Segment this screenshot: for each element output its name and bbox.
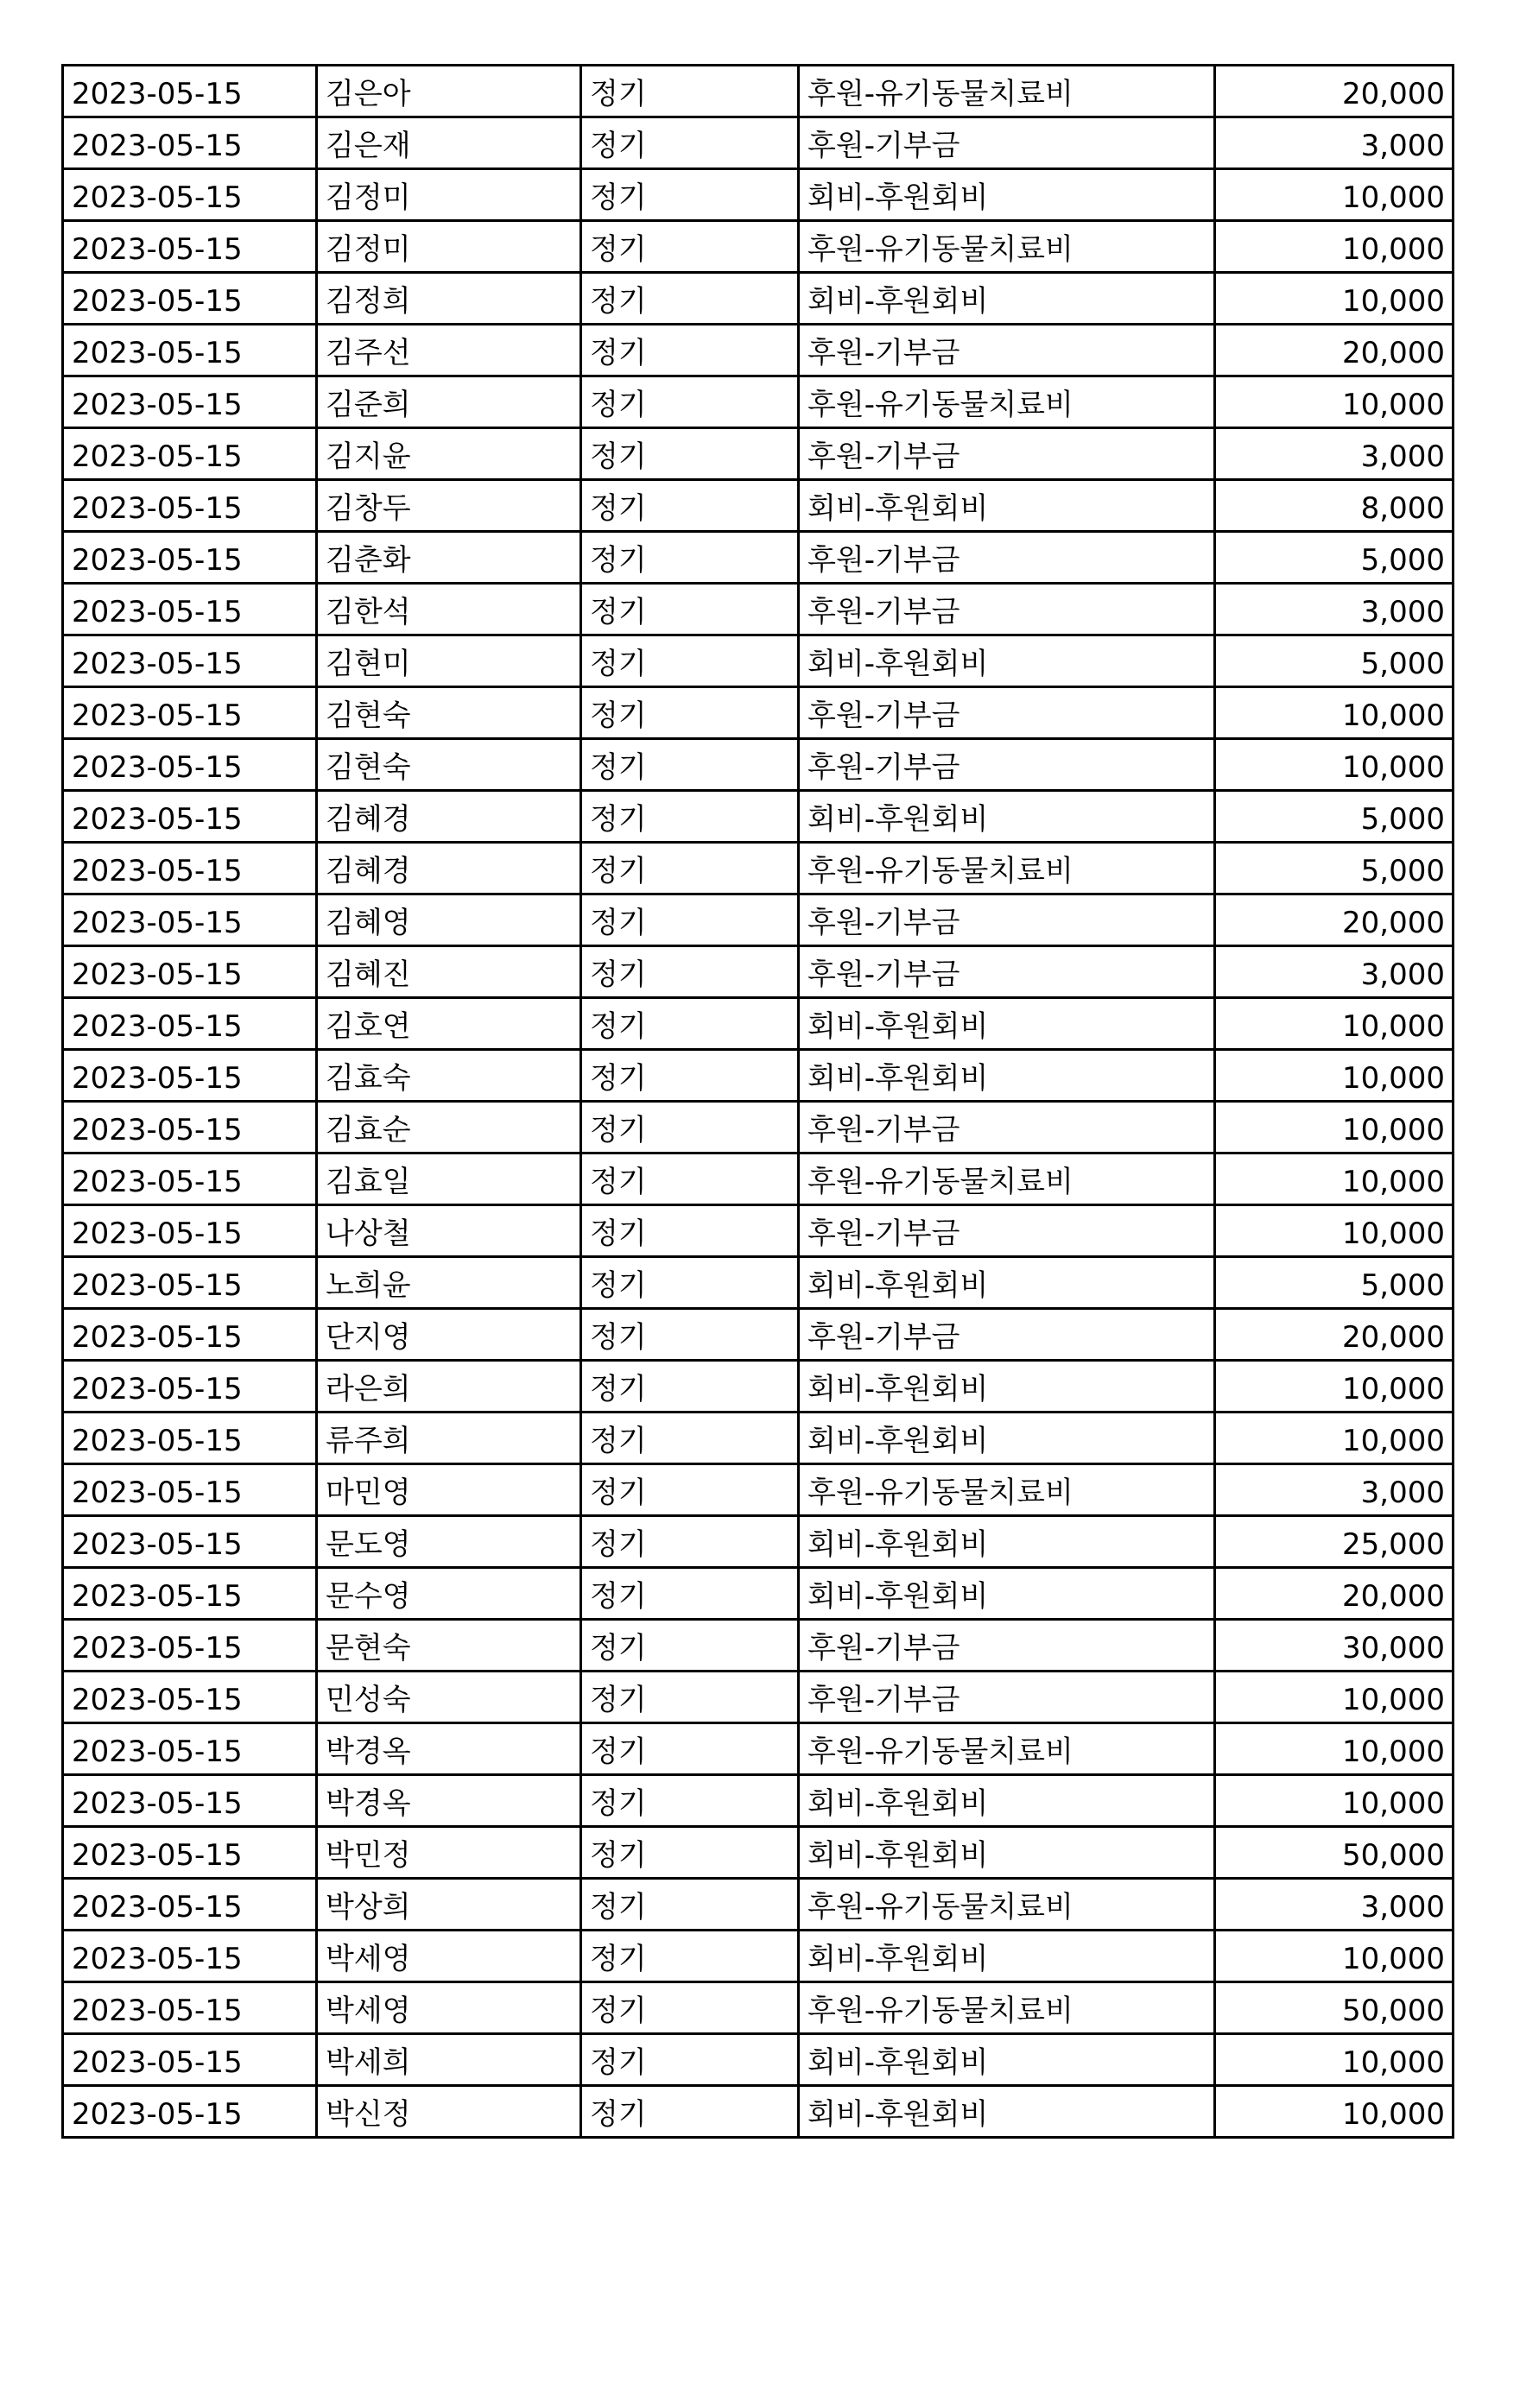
cell-date: 2023-05-15 bbox=[63, 1102, 317, 1153]
table-row bbox=[63, 221, 1454, 273]
cell-amount: 3,000 bbox=[1215, 117, 1454, 169]
cell-amount: 10,000 bbox=[1215, 1775, 1454, 1827]
cell-amount: 20,000 bbox=[1215, 325, 1454, 376]
cell-donation-type: 정기 bbox=[581, 1568, 799, 1620]
cell-donation-type: 정기 bbox=[581, 584, 799, 635]
cell-category: 회비-후원회비 bbox=[799, 1931, 1215, 1982]
cell-amount: 3,000 bbox=[1215, 1879, 1454, 1931]
cell-donor-name: 김춘화 bbox=[317, 532, 581, 584]
cell-category: 후원-기부금 bbox=[799, 532, 1215, 584]
table-row bbox=[63, 532, 1454, 584]
cell-donor-name: 김주선 bbox=[317, 325, 581, 376]
cell-donation-type: 정기 bbox=[581, 1050, 799, 1102]
cell-date: 2023-05-15 bbox=[63, 739, 317, 791]
cell-amount: 10,000 bbox=[1215, 739, 1454, 791]
cell-donation-type: 정기 bbox=[581, 2086, 799, 2138]
cell-date: 2023-05-15 bbox=[63, 635, 317, 687]
cell-amount: 5,000 bbox=[1215, 532, 1454, 584]
table-row bbox=[63, 1879, 1454, 1931]
cell-date: 2023-05-15 bbox=[63, 1361, 317, 1413]
cell-donation-type: 정기 bbox=[581, 117, 799, 169]
cell-donor-name: 김은재 bbox=[317, 117, 581, 169]
cell-amount: 3,000 bbox=[1215, 1464, 1454, 1516]
cell-amount: 20,000 bbox=[1215, 1309, 1454, 1361]
cell-category: 후원-기부금 bbox=[799, 1620, 1215, 1672]
cell-donation-type: 정기 bbox=[581, 1102, 799, 1153]
table-row bbox=[63, 1620, 1454, 1672]
cell-donor-name: 라은희 bbox=[317, 1361, 581, 1413]
table-row bbox=[63, 428, 1454, 480]
cell-date: 2023-05-15 bbox=[63, 1672, 317, 1723]
table-row bbox=[63, 1982, 1454, 2034]
cell-date: 2023-05-15 bbox=[63, 1153, 317, 1205]
cell-donation-type: 정기 bbox=[581, 739, 799, 791]
cell-donor-name: 김창두 bbox=[317, 480, 581, 532]
table-row bbox=[63, 843, 1454, 894]
cell-donation-type: 정기 bbox=[581, 1982, 799, 2034]
cell-donor-name: 김호연 bbox=[317, 998, 581, 1050]
cell-category: 후원-기부금 bbox=[799, 739, 1215, 791]
table-row bbox=[63, 791, 1454, 843]
cell-donor-name: 문수영 bbox=[317, 1568, 581, 1620]
cell-date: 2023-05-15 bbox=[63, 946, 317, 998]
cell-amount: 5,000 bbox=[1215, 1257, 1454, 1309]
cell-category: 후원-유기동물치료비 bbox=[799, 843, 1215, 894]
cell-category: 후원-기부금 bbox=[799, 428, 1215, 480]
cell-amount: 20,000 bbox=[1215, 66, 1454, 117]
cell-donor-name: 문도영 bbox=[317, 1516, 581, 1568]
table-row bbox=[63, 894, 1454, 946]
cell-date: 2023-05-15 bbox=[63, 117, 317, 169]
cell-donation-type: 정기 bbox=[581, 1309, 799, 1361]
cell-donation-type: 정기 bbox=[581, 1827, 799, 1879]
cell-date: 2023-05-15 bbox=[63, 1723, 317, 1775]
table-row bbox=[63, 66, 1454, 117]
donation-ledger-table bbox=[61, 64, 1454, 2139]
cell-category: 후원-유기동물치료비 bbox=[799, 1153, 1215, 1205]
table-row bbox=[63, 1672, 1454, 1723]
cell-donation-type: 정기 bbox=[581, 532, 799, 584]
cell-date: 2023-05-15 bbox=[63, 273, 317, 325]
table-row bbox=[63, 998, 1454, 1050]
cell-category: 후원-기부금 bbox=[799, 687, 1215, 739]
cell-category: 회비-후원회비 bbox=[799, 1361, 1215, 1413]
cell-donation-type: 정기 bbox=[581, 221, 799, 273]
table-row bbox=[63, 2034, 1454, 2086]
cell-amount: 5,000 bbox=[1215, 791, 1454, 843]
cell-date: 2023-05-15 bbox=[63, 791, 317, 843]
cell-amount: 3,000 bbox=[1215, 584, 1454, 635]
cell-donation-type: 정기 bbox=[581, 894, 799, 946]
cell-category: 후원-기부금 bbox=[799, 946, 1215, 998]
cell-category: 후원-유기동물치료비 bbox=[799, 1723, 1215, 1775]
cell-donor-name: 김정미 bbox=[317, 221, 581, 273]
cell-date: 2023-05-15 bbox=[63, 532, 317, 584]
cell-date: 2023-05-15 bbox=[63, 376, 317, 428]
cell-donation-type: 정기 bbox=[581, 1723, 799, 1775]
cell-date: 2023-05-15 bbox=[63, 998, 317, 1050]
cell-amount: 10,000 bbox=[1215, 1931, 1454, 1982]
cell-donor-name: 김효순 bbox=[317, 1102, 581, 1153]
cell-amount: 10,000 bbox=[1215, 2086, 1454, 2138]
cell-donation-type: 정기 bbox=[581, 1413, 799, 1464]
cell-date: 2023-05-15 bbox=[63, 843, 317, 894]
cell-date: 2023-05-15 bbox=[63, 1257, 317, 1309]
cell-category: 회비-후원회비 bbox=[799, 1568, 1215, 1620]
cell-category: 회비-후원회비 bbox=[799, 1827, 1215, 1879]
cell-date: 2023-05-15 bbox=[63, 1050, 317, 1102]
ledger-body bbox=[63, 66, 1454, 2138]
cell-donation-type: 정기 bbox=[581, 325, 799, 376]
cell-donor-name: 박세희 bbox=[317, 2034, 581, 2086]
cell-donation-type: 정기 bbox=[581, 169, 799, 221]
cell-amount: 10,000 bbox=[1215, 1723, 1454, 1775]
table-row bbox=[63, 1413, 1454, 1464]
table-row bbox=[63, 273, 1454, 325]
cell-date: 2023-05-15 bbox=[63, 1568, 317, 1620]
cell-donor-name: 김은아 bbox=[317, 66, 581, 117]
table-row bbox=[63, 739, 1454, 791]
cell-donation-type: 정기 bbox=[581, 843, 799, 894]
cell-amount: 50,000 bbox=[1215, 1982, 1454, 2034]
cell-category: 후원-유기동물치료비 bbox=[799, 221, 1215, 273]
table-row bbox=[63, 117, 1454, 169]
table-row bbox=[63, 325, 1454, 376]
cell-date: 2023-05-15 bbox=[63, 1205, 317, 1257]
cell-amount: 20,000 bbox=[1215, 1568, 1454, 1620]
table-row bbox=[63, 480, 1454, 532]
cell-category: 회비-후원회비 bbox=[799, 1775, 1215, 1827]
cell-donor-name: 김혜영 bbox=[317, 894, 581, 946]
cell-category: 후원-기부금 bbox=[799, 894, 1215, 946]
cell-date: 2023-05-15 bbox=[63, 1309, 317, 1361]
table-row bbox=[63, 1102, 1454, 1153]
table-row bbox=[63, 1568, 1454, 1620]
cell-category: 후원-기부금 bbox=[799, 1102, 1215, 1153]
table-row bbox=[63, 1309, 1454, 1361]
cell-date: 2023-05-15 bbox=[63, 2086, 317, 2138]
table-row bbox=[63, 169, 1454, 221]
cell-date: 2023-05-15 bbox=[63, 687, 317, 739]
cell-category: 후원-기부금 bbox=[799, 584, 1215, 635]
cell-category: 후원-기부금 bbox=[799, 117, 1215, 169]
cell-donation-type: 정기 bbox=[581, 273, 799, 325]
cell-donation-type: 정기 bbox=[581, 2034, 799, 2086]
cell-donor-name: 김현숙 bbox=[317, 687, 581, 739]
table-row bbox=[63, 1205, 1454, 1257]
cell-date: 2023-05-15 bbox=[63, 1464, 317, 1516]
cell-date: 2023-05-15 bbox=[63, 1931, 317, 1982]
cell-date: 2023-05-15 bbox=[63, 1879, 317, 1931]
cell-date: 2023-05-15 bbox=[63, 325, 317, 376]
table-row bbox=[63, 2086, 1454, 2138]
cell-date: 2023-05-15 bbox=[63, 1413, 317, 1464]
cell-donation-type: 정기 bbox=[581, 1205, 799, 1257]
cell-donor-name: 박민정 bbox=[317, 1827, 581, 1879]
cell-donor-name: 문현숙 bbox=[317, 1620, 581, 1672]
cell-donation-type: 정기 bbox=[581, 1672, 799, 1723]
cell-date: 2023-05-15 bbox=[63, 2034, 317, 2086]
cell-amount: 3,000 bbox=[1215, 946, 1454, 998]
cell-donor-name: 박세영 bbox=[317, 1982, 581, 2034]
cell-category: 후원-기부금 bbox=[799, 1309, 1215, 1361]
cell-category: 회비-후원회비 bbox=[799, 791, 1215, 843]
cell-category: 회비-후원회비 bbox=[799, 169, 1215, 221]
cell-donation-type: 정기 bbox=[581, 1931, 799, 1982]
cell-donor-name: 박세영 bbox=[317, 1931, 581, 1982]
cell-donation-type: 정기 bbox=[581, 635, 799, 687]
table-row bbox=[63, 1723, 1454, 1775]
cell-category: 회비-후원회비 bbox=[799, 998, 1215, 1050]
cell-amount: 10,000 bbox=[1215, 2034, 1454, 2086]
cell-category: 후원-기부금 bbox=[799, 1672, 1215, 1723]
cell-date: 2023-05-15 bbox=[63, 1620, 317, 1672]
table-row bbox=[63, 946, 1454, 998]
table-row bbox=[63, 376, 1454, 428]
cell-donor-name: 김지윤 bbox=[317, 428, 581, 480]
cell-category: 후원-유기동물치료비 bbox=[799, 1879, 1215, 1931]
cell-amount: 10,000 bbox=[1215, 1050, 1454, 1102]
cell-category: 후원-유기동물치료비 bbox=[799, 376, 1215, 428]
cell-donor-name: 김준희 bbox=[317, 376, 581, 428]
cell-amount: 20,000 bbox=[1215, 894, 1454, 946]
cell-category: 회비-후원회비 bbox=[799, 2086, 1215, 2138]
cell-amount: 10,000 bbox=[1215, 1413, 1454, 1464]
cell-donor-name: 김현숙 bbox=[317, 739, 581, 791]
cell-donation-type: 정기 bbox=[581, 998, 799, 1050]
cell-date: 2023-05-15 bbox=[63, 428, 317, 480]
cell-donation-type: 정기 bbox=[581, 946, 799, 998]
table-row bbox=[63, 584, 1454, 635]
cell-amount: 10,000 bbox=[1215, 376, 1454, 428]
table-row bbox=[63, 1827, 1454, 1879]
cell-donor-name: 김효숙 bbox=[317, 1050, 581, 1102]
cell-category: 후원-유기동물치료비 bbox=[799, 1464, 1215, 1516]
cell-amount: 5,000 bbox=[1215, 635, 1454, 687]
cell-amount: 10,000 bbox=[1215, 273, 1454, 325]
cell-category: 회비-후원회비 bbox=[799, 273, 1215, 325]
cell-donor-name: 김현미 bbox=[317, 635, 581, 687]
cell-amount: 10,000 bbox=[1215, 1205, 1454, 1257]
cell-donor-name: 민성숙 bbox=[317, 1672, 581, 1723]
table-row bbox=[63, 635, 1454, 687]
cell-amount: 10,000 bbox=[1215, 1102, 1454, 1153]
cell-donor-name: 김한석 bbox=[317, 584, 581, 635]
cell-donor-name: 김혜경 bbox=[317, 791, 581, 843]
cell-category: 회비-후원회비 bbox=[799, 1413, 1215, 1464]
cell-date: 2023-05-15 bbox=[63, 1775, 317, 1827]
cell-donor-name: 김혜진 bbox=[317, 946, 581, 998]
cell-amount: 25,000 bbox=[1215, 1516, 1454, 1568]
cell-date: 2023-05-15 bbox=[63, 1827, 317, 1879]
cell-donor-name: 노희윤 bbox=[317, 1257, 581, 1309]
cell-category: 회비-후원회비 bbox=[799, 635, 1215, 687]
cell-donor-name: 김정미 bbox=[317, 169, 581, 221]
cell-donor-name: 류주희 bbox=[317, 1413, 581, 1464]
cell-amount: 30,000 bbox=[1215, 1620, 1454, 1672]
cell-date: 2023-05-15 bbox=[63, 480, 317, 532]
cell-donation-type: 정기 bbox=[581, 66, 799, 117]
table-row bbox=[63, 1464, 1454, 1516]
cell-donation-type: 정기 bbox=[581, 1775, 799, 1827]
cell-amount: 10,000 bbox=[1215, 1361, 1454, 1413]
cell-amount: 8,000 bbox=[1215, 480, 1454, 532]
cell-donation-type: 정기 bbox=[581, 1879, 799, 1931]
cell-donor-name: 김혜경 bbox=[317, 843, 581, 894]
cell-amount: 10,000 bbox=[1215, 998, 1454, 1050]
cell-donor-name: 박신정 bbox=[317, 2086, 581, 2138]
cell-donation-type: 정기 bbox=[581, 687, 799, 739]
table-row bbox=[63, 687, 1454, 739]
cell-category: 회비-후원회비 bbox=[799, 1050, 1215, 1102]
cell-category: 회비-후원회비 bbox=[799, 1516, 1215, 1568]
cell-date: 2023-05-15 bbox=[63, 66, 317, 117]
cell-category: 후원-유기동물치료비 bbox=[799, 1982, 1215, 2034]
table-row bbox=[63, 1050, 1454, 1102]
cell-donor-name: 김효일 bbox=[317, 1153, 581, 1205]
cell-donor-name: 마민영 bbox=[317, 1464, 581, 1516]
cell-amount: 5,000 bbox=[1215, 843, 1454, 894]
cell-date: 2023-05-15 bbox=[63, 221, 317, 273]
cell-amount: 10,000 bbox=[1215, 221, 1454, 273]
cell-donor-name: 나상철 bbox=[317, 1205, 581, 1257]
cell-amount: 3,000 bbox=[1215, 428, 1454, 480]
cell-donor-name: 박경옥 bbox=[317, 1723, 581, 1775]
cell-amount: 10,000 bbox=[1215, 1672, 1454, 1723]
cell-category: 회비-후원회비 bbox=[799, 480, 1215, 532]
cell-donor-name: 박경옥 bbox=[317, 1775, 581, 1827]
table-row bbox=[63, 1361, 1454, 1413]
cell-donation-type: 정기 bbox=[581, 376, 799, 428]
cell-donation-type: 정기 bbox=[581, 1153, 799, 1205]
cell-donation-type: 정기 bbox=[581, 1257, 799, 1309]
cell-amount: 50,000 bbox=[1215, 1827, 1454, 1879]
cell-amount: 10,000 bbox=[1215, 687, 1454, 739]
cell-donor-name: 단지영 bbox=[317, 1309, 581, 1361]
cell-donation-type: 정기 bbox=[581, 480, 799, 532]
cell-donation-type: 정기 bbox=[581, 1516, 799, 1568]
table-row bbox=[63, 1153, 1454, 1205]
cell-donation-type: 정기 bbox=[581, 1361, 799, 1413]
cell-amount: 10,000 bbox=[1215, 1153, 1454, 1205]
cell-category: 회비-후원회비 bbox=[799, 2034, 1215, 2086]
cell-date: 2023-05-15 bbox=[63, 1516, 317, 1568]
cell-date: 2023-05-15 bbox=[63, 1982, 317, 2034]
cell-donation-type: 정기 bbox=[581, 1620, 799, 1672]
cell-category: 후원-기부금 bbox=[799, 325, 1215, 376]
cell-category: 회비-후원회비 bbox=[799, 1257, 1215, 1309]
cell-date: 2023-05-15 bbox=[63, 169, 317, 221]
cell-date: 2023-05-15 bbox=[63, 584, 317, 635]
cell-category: 후원-유기동물치료비 bbox=[799, 66, 1215, 117]
cell-date: 2023-05-15 bbox=[63, 894, 317, 946]
cell-donation-type: 정기 bbox=[581, 1464, 799, 1516]
table-row bbox=[63, 1775, 1454, 1827]
cell-donor-name: 박상희 bbox=[317, 1879, 581, 1931]
cell-amount: 10,000 bbox=[1215, 169, 1454, 221]
cell-category: 후원-기부금 bbox=[799, 1205, 1215, 1257]
cell-donation-type: 정기 bbox=[581, 791, 799, 843]
table-row bbox=[63, 1257, 1454, 1309]
table-row bbox=[63, 1516, 1454, 1568]
table-row bbox=[63, 1931, 1454, 1982]
cell-donation-type: 정기 bbox=[581, 428, 799, 480]
cell-donor-name: 김정희 bbox=[317, 273, 581, 325]
